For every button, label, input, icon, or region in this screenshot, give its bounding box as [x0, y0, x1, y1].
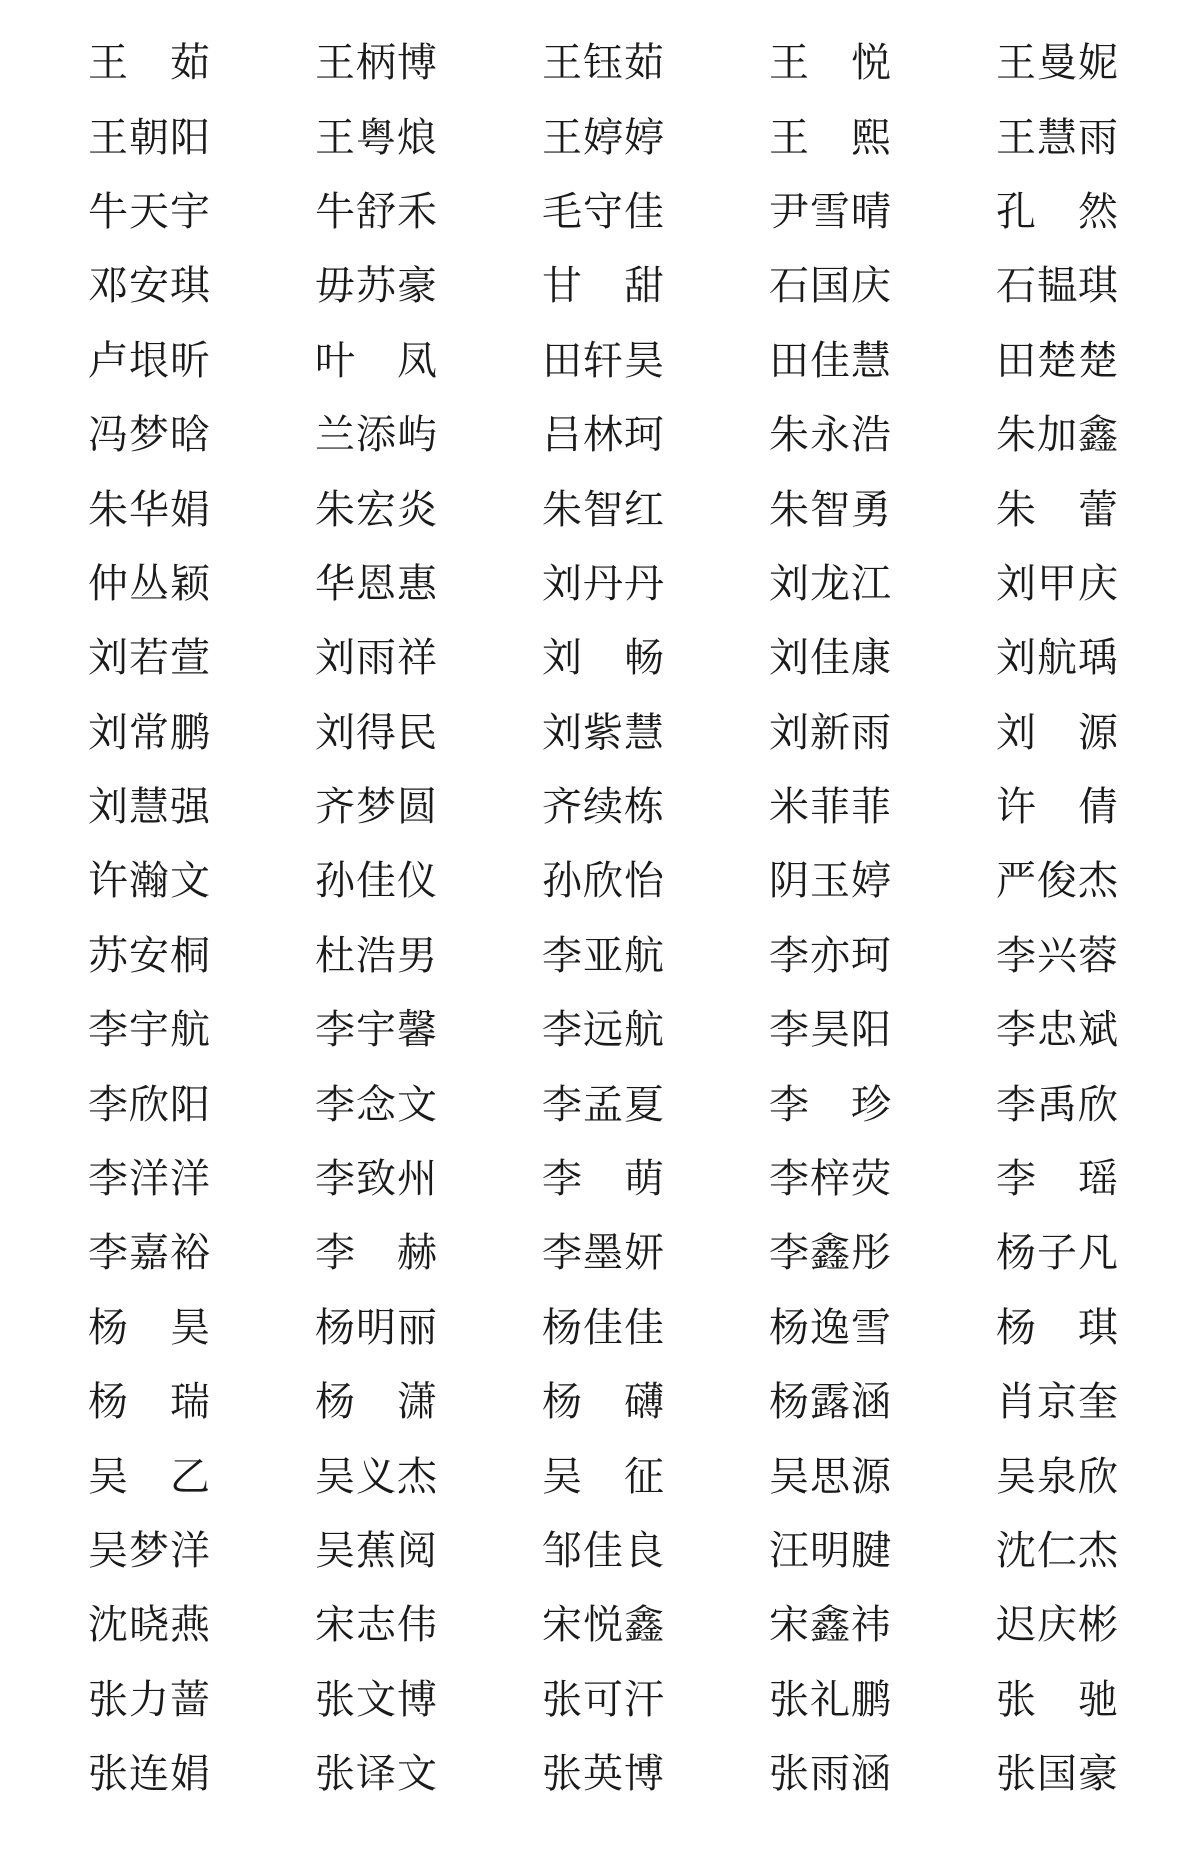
name-entry: 毋 苏 豪: [315, 263, 437, 310]
name-entry: 杨 佳 佳: [542, 1304, 664, 1351]
name-entry: 张 可 汗: [542, 1676, 664, 1723]
name-entry: 朱 华 娟: [88, 486, 210, 533]
name-entry: 杨 琪: [996, 1304, 1118, 1351]
name-entry: 朱 智 勇: [769, 486, 891, 533]
name-entry: 刘 源: [996, 709, 1118, 756]
name-entry: 李 墨 妍: [542, 1230, 664, 1277]
name-entry: 朱 宏 炎: [315, 486, 437, 533]
name-entry: 杨 子 凡: [996, 1230, 1118, 1277]
name-entry: 兰 添 屿: [315, 412, 437, 459]
name-entry: 李 孟 夏: [542, 1081, 664, 1128]
name-entry: 张 礼 鹏: [769, 1676, 891, 1723]
name-entry: 张 雨 涵: [769, 1751, 891, 1798]
name-entry: 吴 蕉 阅: [315, 1528, 437, 1574]
name-entry: 卢 垠 昕: [88, 337, 210, 384]
name-entry: 邓 安 琪: [88, 263, 210, 310]
name-entry: 沈 晓 燕: [88, 1602, 210, 1649]
name-entry: 孙 欣 怡: [542, 858, 664, 905]
name-entry: 张 文 博: [315, 1676, 437, 1723]
name-entry: 苏 安 桐: [88, 932, 210, 979]
name-entry: 沈 仁 杰: [996, 1528, 1118, 1574]
name-entry: 李 宇 馨: [315, 1007, 437, 1054]
name-entry: 仲 丛 颖: [88, 560, 210, 607]
name-entry: 孔 然: [996, 188, 1118, 235]
name-entry: 杨 潇: [315, 1379, 437, 1426]
name-entry: 严 俊 杰: [996, 858, 1118, 905]
name-entry: 刘 丹 丹: [542, 560, 664, 607]
name-entry: 宋 悦 鑫: [542, 1602, 664, 1649]
name-entry: 田 轩 昊: [542, 337, 664, 384]
name-entry: 李 亚 航: [542, 932, 664, 979]
name-entry: 田 楚 楚: [996, 337, 1118, 384]
name-entry: 李 远 航: [542, 1007, 664, 1054]
name-entry: 吴 乙: [88, 1453, 210, 1500]
name-entry: 张 译 文: [315, 1751, 437, 1798]
name-entry: 李 梓 荧: [769, 1156, 891, 1203]
name-entry: 牛 天 宇: [88, 188, 210, 235]
name-entry: 李 鑫 彤: [769, 1230, 891, 1277]
name-entry: 张 国 豪: [996, 1751, 1118, 1798]
name-entry: 杜 浩 男: [315, 932, 437, 979]
name-list-grid: [88, 26, 1203, 1811]
name-entry: 王 钰 茹: [542, 40, 664, 87]
name-entry: 王 曼 妮: [996, 40, 1118, 87]
name-entry: 刘 佳 康: [769, 635, 891, 682]
name-entry: 刘 甲 庆: [996, 560, 1118, 607]
name-entry: 孙 佳 仪: [315, 858, 437, 905]
name-entry: 李 亦 珂: [769, 932, 891, 979]
name-entry: 刘 紫 慧: [542, 709, 664, 756]
name-entry: 刘 常 鹏: [88, 709, 210, 756]
name-entry: 吴 梦 洋: [88, 1528, 210, 1574]
name-entry: 杨 明 丽: [315, 1304, 437, 1351]
name-entry: 宋 志 伟: [315, 1602, 437, 1649]
name-entry: 朱 智 红: [542, 486, 664, 533]
name-entry: 许 瀚 文: [88, 858, 210, 905]
name-entry: 肖 京 奎: [996, 1379, 1118, 1426]
name-entry: 阴 玉 婷: [769, 858, 891, 905]
name-entry: 李 致 州: [315, 1156, 437, 1203]
name-entry: 张 力 蔷: [88, 1676, 210, 1723]
name-entry: 王 粤 烺: [315, 114, 437, 161]
name-entry: 王 朝 阳: [88, 114, 210, 161]
name-entry: 杨 昊: [88, 1304, 210, 1351]
name-entry: 毛 守 佳: [542, 188, 664, 235]
name-entry: 李 宇 航: [88, 1007, 210, 1054]
name-entry: 张 英 博: [542, 1751, 664, 1798]
name-entry: 邹 佳 良: [542, 1528, 664, 1574]
name-entry: 冯 梦 晗: [88, 412, 210, 459]
name-entry: 朱 永 浩: [769, 412, 891, 459]
name-entry: 汪 明 腱: [769, 1528, 891, 1574]
name-entry: 刘 雨 祥: [315, 635, 437, 682]
name-entry: 叶 凤: [315, 337, 437, 384]
name-entry: 尹 雪 晴: [769, 188, 891, 235]
name-entry: 刘 若 萱: [88, 635, 210, 682]
name-entry: 吴 义 杰: [315, 1453, 437, 1500]
name-entry: 李 忠 斌: [996, 1007, 1118, 1054]
name-entry: 刘 新 雨: [769, 709, 891, 756]
name-entry: 齐 续 栋: [542, 784, 664, 831]
name-entry: 李 萌: [542, 1156, 664, 1203]
name-entry: 吴 思 源: [769, 1453, 891, 1500]
name-entry: 李 赫: [315, 1230, 437, 1277]
name-entry: 王 悦: [769, 40, 891, 87]
name-entry: 李 珍: [769, 1081, 891, 1128]
name-entry: 李 兴 蓉: [996, 932, 1118, 979]
name-entry: 李 念 文: [315, 1081, 437, 1128]
name-entry: 张 连 娟: [88, 1751, 210, 1798]
name-entry: 王 柄 博: [315, 40, 437, 87]
name-entry: 刘 龙 江: [769, 560, 891, 607]
name-entry: 吴 征: [542, 1453, 664, 1500]
name-entry: 王 婷 婷: [542, 114, 664, 161]
name-entry: 李 欣 阳: [88, 1081, 210, 1128]
name-entry: 米 菲 菲: [769, 784, 891, 831]
name-entry: 吕 林 珂: [542, 412, 664, 459]
name-entry: 王 茹: [88, 40, 210, 87]
name-entry: 朱 蕾: [996, 486, 1118, 533]
name-entry: 石 国 庆: [769, 263, 891, 310]
name-entry: 刘 得 民: [315, 709, 437, 756]
name-entry: 张 驰: [996, 1676, 1118, 1723]
name-entry: 吴 泉 欣: [996, 1453, 1118, 1500]
name-entry: 宋 鑫 祎: [769, 1602, 891, 1649]
name-entry: 李 洋 洋: [88, 1156, 210, 1203]
name-entry: 甘 甜: [542, 263, 664, 310]
name-entry: 王 慧 雨: [996, 114, 1118, 161]
name-entry: 王 熙: [769, 114, 891, 161]
name-entry: 李 瑶: [996, 1156, 1118, 1203]
name-entry: 牛 舒 禾: [315, 188, 437, 235]
name-entry: 许 倩: [996, 784, 1118, 831]
name-entry: 刘 畅: [542, 635, 664, 682]
name-entry: 朱 加 鑫: [996, 412, 1118, 459]
name-entry: 石 韫 琪: [996, 263, 1118, 310]
name-entry: 齐 梦 圆: [315, 784, 437, 831]
name-entry: 李 禹 欣: [996, 1081, 1118, 1128]
name-entry: 杨 瑞: [88, 1379, 210, 1426]
name-entry: 田 佳 慧: [769, 337, 891, 384]
name-entry: 李 昊 阳: [769, 1007, 891, 1054]
name-entry: 杨 露 涵: [769, 1379, 891, 1426]
name-entry: 华 恩 惠: [315, 560, 437, 607]
name-entry: 杨 礴: [542, 1379, 664, 1426]
name-entry: 杨 逸 雪: [769, 1304, 891, 1351]
name-entry: 迟 庆 彬: [996, 1602, 1118, 1649]
name-entry: 刘 慧 强: [88, 784, 210, 831]
name-entry: 李 嘉 裕: [88, 1230, 210, 1277]
name-entry: 刘 航 瑀: [996, 635, 1118, 682]
